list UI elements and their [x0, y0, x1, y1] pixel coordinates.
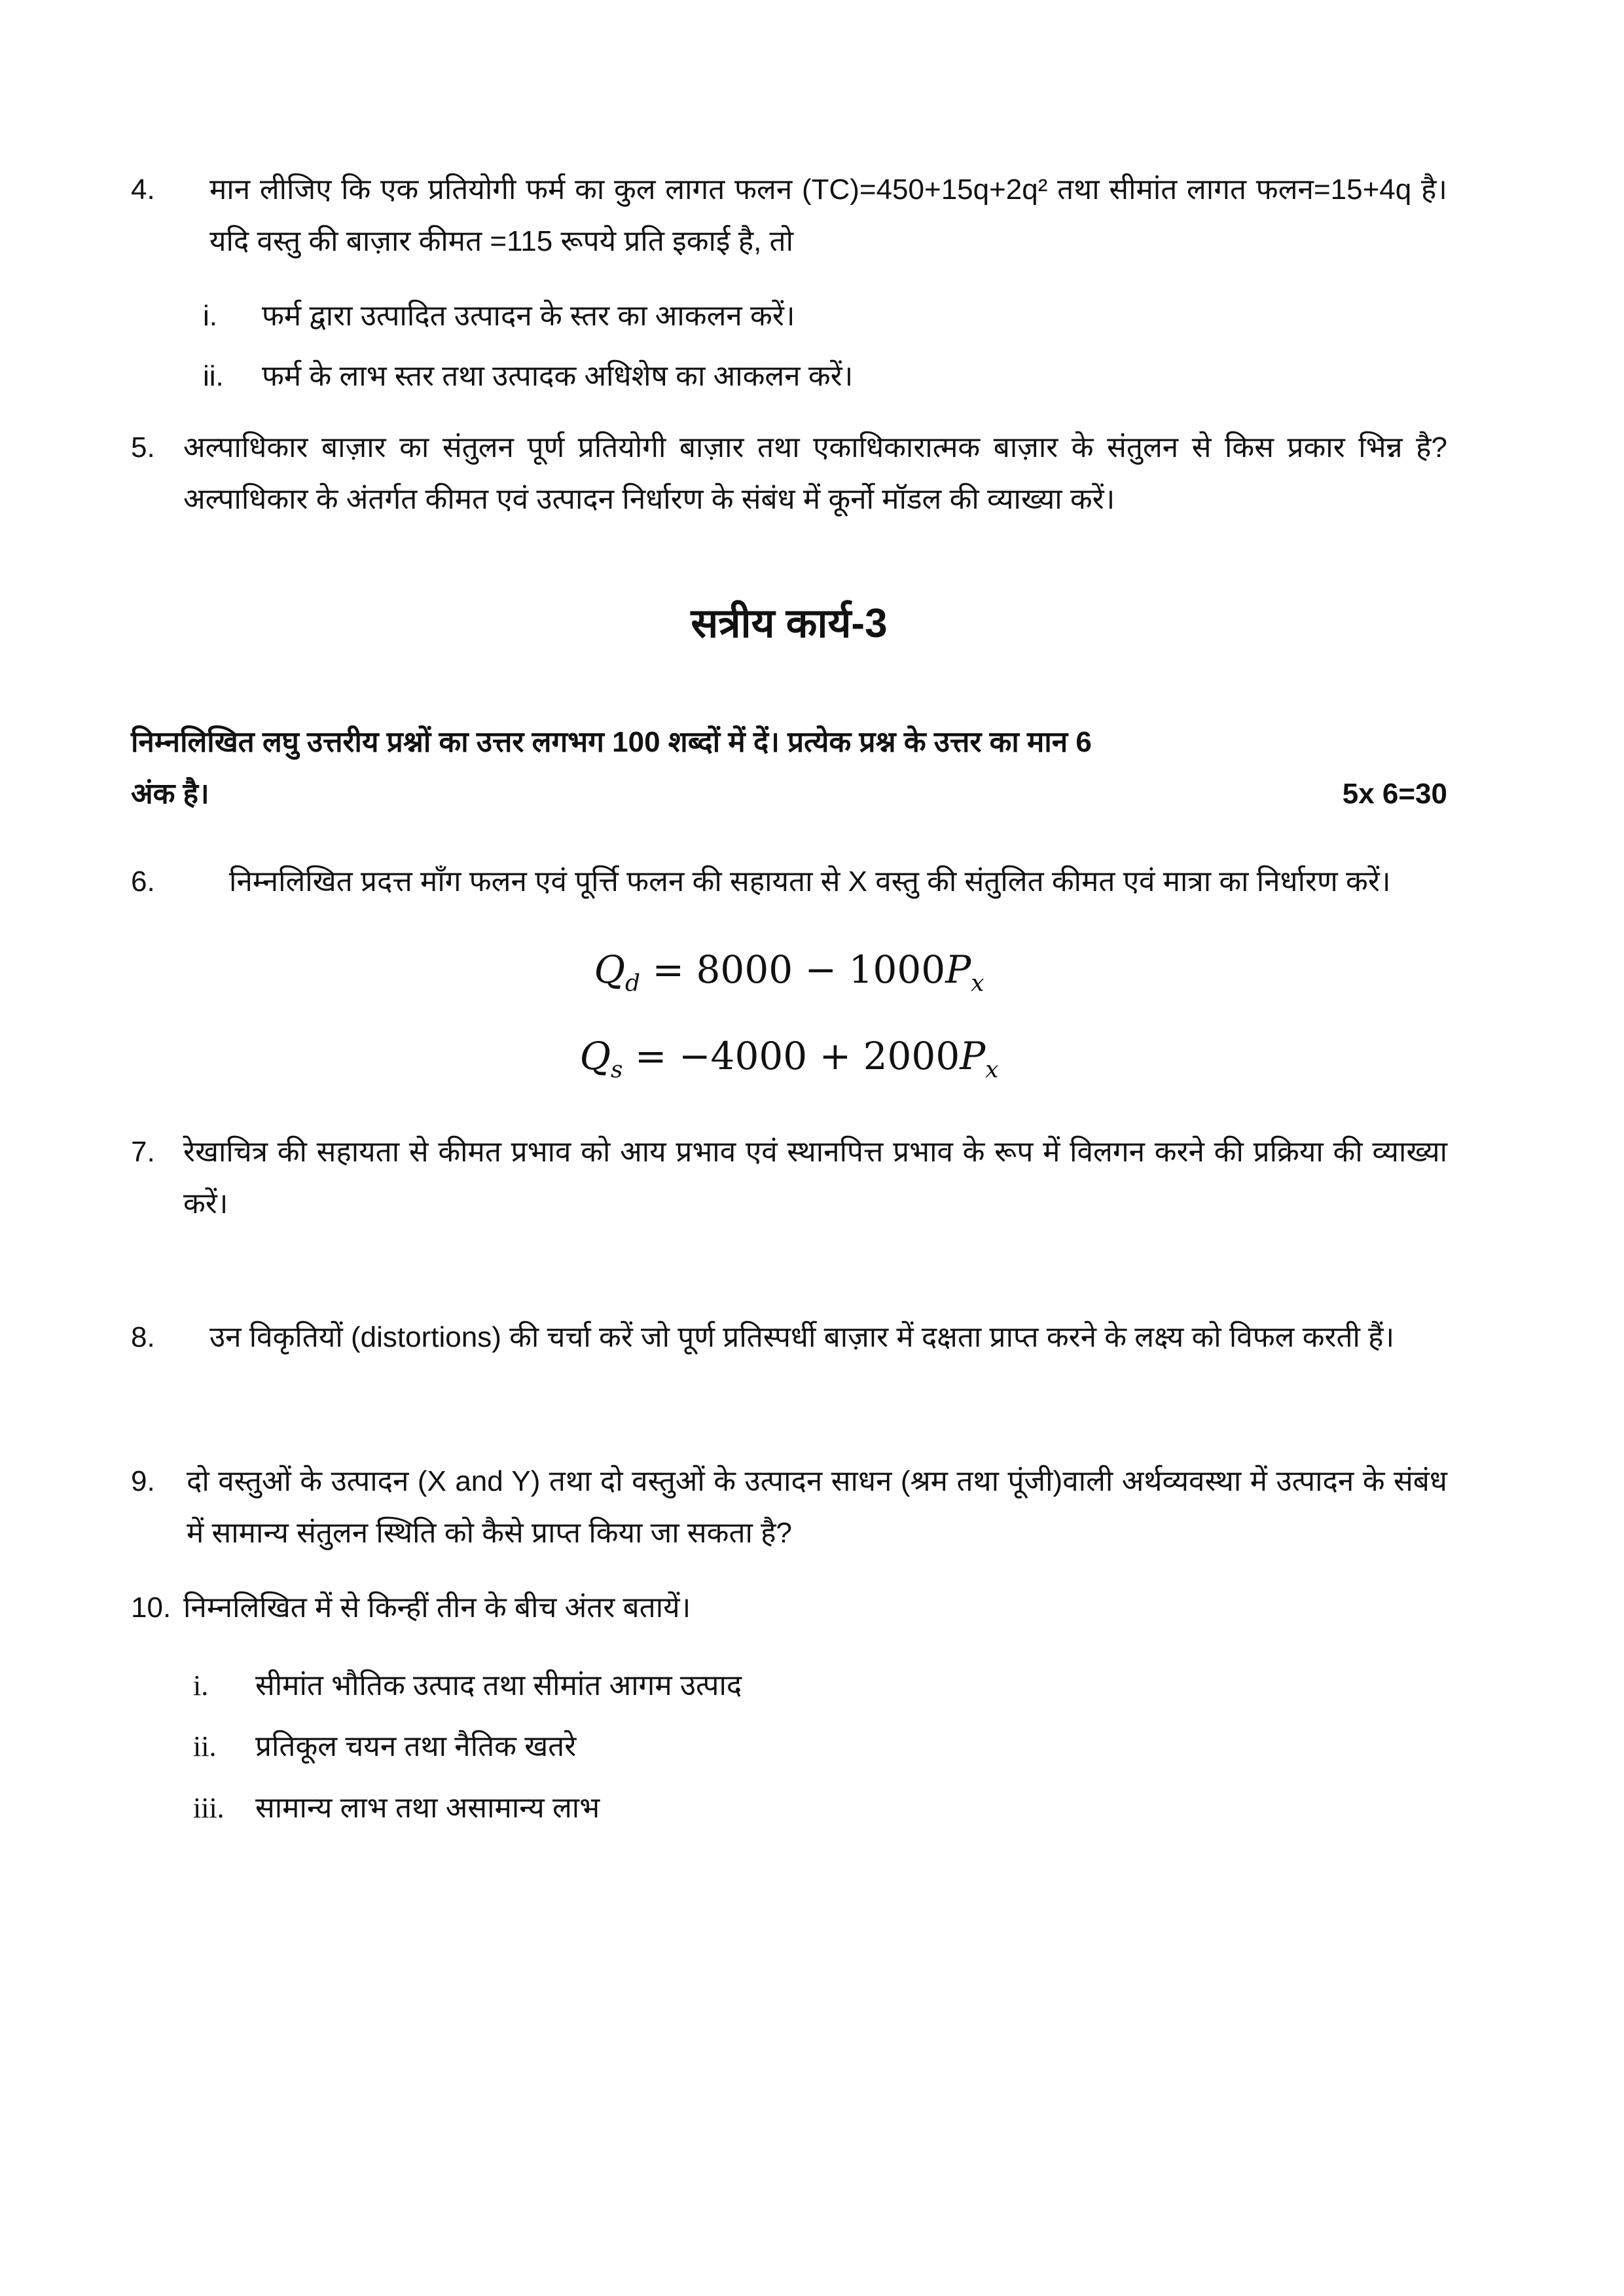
- instruction-line2: [131, 768, 1447, 820]
- supply-equation: [131, 1030, 1447, 1087]
- demand-price-var: P: [945, 947, 971, 993]
- subitem-i-number: i.: [193, 1669, 209, 1702]
- section-instructions: [131, 716, 1447, 820]
- supply-lhs-subscript: s: [611, 1056, 623, 1084]
- instruction-text: निम्नलिखित लघु उत्तरीय प्रश्नों का उत्तर लगभग 100 शब्दों में दें। प्रत्येक प्रश्न के उत्तर का मान 6: [131, 725, 1092, 758]
- equations-block: [131, 943, 1447, 1087]
- question-4: [131, 164, 1447, 267]
- question-6-number: 6.: [131, 866, 155, 898]
- question-8-number: 8.: [131, 1321, 155, 1354]
- subitem-ii-number: ii.: [193, 1730, 217, 1763]
- subitem-ii-text: फर्म के लाभ स्तर तथा उत्पादक अधिशेष का आकलन करें।: [262, 359, 854, 392]
- question-10-text: निम्नलिखित में से किन्हीं तीन के बीच अंतर बतायें।: [183, 1592, 691, 1624]
- subitem-i-text: फर्म द्वारा उत्पादित उत्पादन के स्तर का आकलन करें।: [262, 300, 795, 333]
- subitem-ii-number: ii.: [203, 359, 224, 392]
- marks-total: 5x 6=30: [1342, 777, 1447, 810]
- subitem-ii-text: प्रतिकूल चयन तथा नैतिक खतरे: [255, 1730, 577, 1763]
- question-6-text: निम्नलिखित प्रदत्त माँग फलन एवं पूर्त्ति फलन की सहायता से X वस्तु की संतुलित कीमत एवं मात्रा का निर्धारण करें।: [229, 866, 1391, 898]
- question-7-text: रेखाचित्र की सहायता से कीमत प्रभाव को आय प्रभाव एवं स्थानपित्त प्रभाव के रूप में विलगन करने की प्रक्रिया की व्याख्या करें।: [183, 1136, 1447, 1220]
- question-4-subitems: [203, 290, 1447, 401]
- section-heading: सत्रीय कार्य-3: [691, 601, 888, 647]
- question-5: [131, 422, 1447, 525]
- instruction-text-continued: अंक है।: [131, 777, 209, 810]
- demand-lhs-subscript: d: [625, 970, 641, 997]
- question-9-number: 9.: [131, 1465, 155, 1497]
- question-8-text: उन विकृतियों (distortions) की चर्चा करें जो पूर्ण प्रतिस्पर्धी बाज़ार में दक्षता प्राप्त करने के लक्ष्य को विफल करती हैं।: [209, 1321, 1395, 1354]
- list-item: [203, 290, 1447, 342]
- supply-rhs: = −4000 + 2000: [623, 1034, 960, 1079]
- demand-price-subscript: x: [971, 970, 984, 997]
- list-item: [193, 1721, 1447, 1772]
- question-9: [131, 1455, 1447, 1559]
- list-item: [203, 350, 1447, 402]
- question-6: [131, 856, 1447, 907]
- question-7-number: 7.: [131, 1136, 155, 1169]
- demand-lhs: Q: [594, 947, 626, 993]
- list-item: [193, 1660, 1447, 1711]
- demand-equation: [131, 943, 1447, 1000]
- question-4-text: मान लीजिए कि एक प्रतियोगी फर्म का कुल लागत फलन (TC)=450+15q+2q² तथा सीमांत लागत फलन=15+4q है। यदि वस्तु की बाज़ार कीमत =115 रूपये प्रति इकाई है, तो: [209, 173, 1447, 258]
- question-7: [131, 1126, 1447, 1230]
- question-10-subitems: [193, 1660, 1447, 1834]
- subitem-iii-text: सामान्य लाभ तथा असामान्य लाभ: [255, 1791, 600, 1824]
- question-5-text: अल्पाधिकार बाज़ार का संतुलन पूर्ण प्रतियोगी बाज़ार तथा एकाधिकारात्मक बाज़ार के संतुलन से किस प्रकार भिन्न है? अल्पाधिकार के अंतर्गत कीमत एवं उत्पादन निर्धारण के संबंध में कूर्नो मॉडल की व्याख्या करें।: [183, 431, 1447, 515]
- question-10-number: 10.: [131, 1592, 171, 1624]
- question-4-number: 4.: [131, 173, 155, 206]
- question-10: [131, 1582, 1447, 1633]
- demand-rhs: = 8000 − 1000: [640, 947, 946, 993]
- question-5-number: 5.: [131, 431, 155, 464]
- subitem-i-number: i.: [203, 300, 217, 333]
- list-item: [193, 1782, 1447, 1834]
- supply-lhs: Q: [579, 1034, 611, 1079]
- subitem-iii-number: iii.: [193, 1791, 225, 1824]
- question-8: [131, 1311, 1447, 1363]
- supply-price-subscript: x: [985, 1056, 999, 1084]
- question-9-text: दो वस्तुओं के उत्पादन (X and Y) तथा दो वस्तुओं के उत्पादन साधन (श्रम तथा पूंजी)वाली अर्थव्यवस्था में उत्पादन के संबंध में सामान्य संतुलन स्थिति को कैसे प्राप्त किया जा सकता है?: [187, 1465, 1447, 1549]
- subitem-i-text: सीमांत भौतिक उत्पाद तथा सीमांत आगम उत्पाद: [255, 1669, 742, 1702]
- supply-price-var: P: [960, 1034, 986, 1079]
